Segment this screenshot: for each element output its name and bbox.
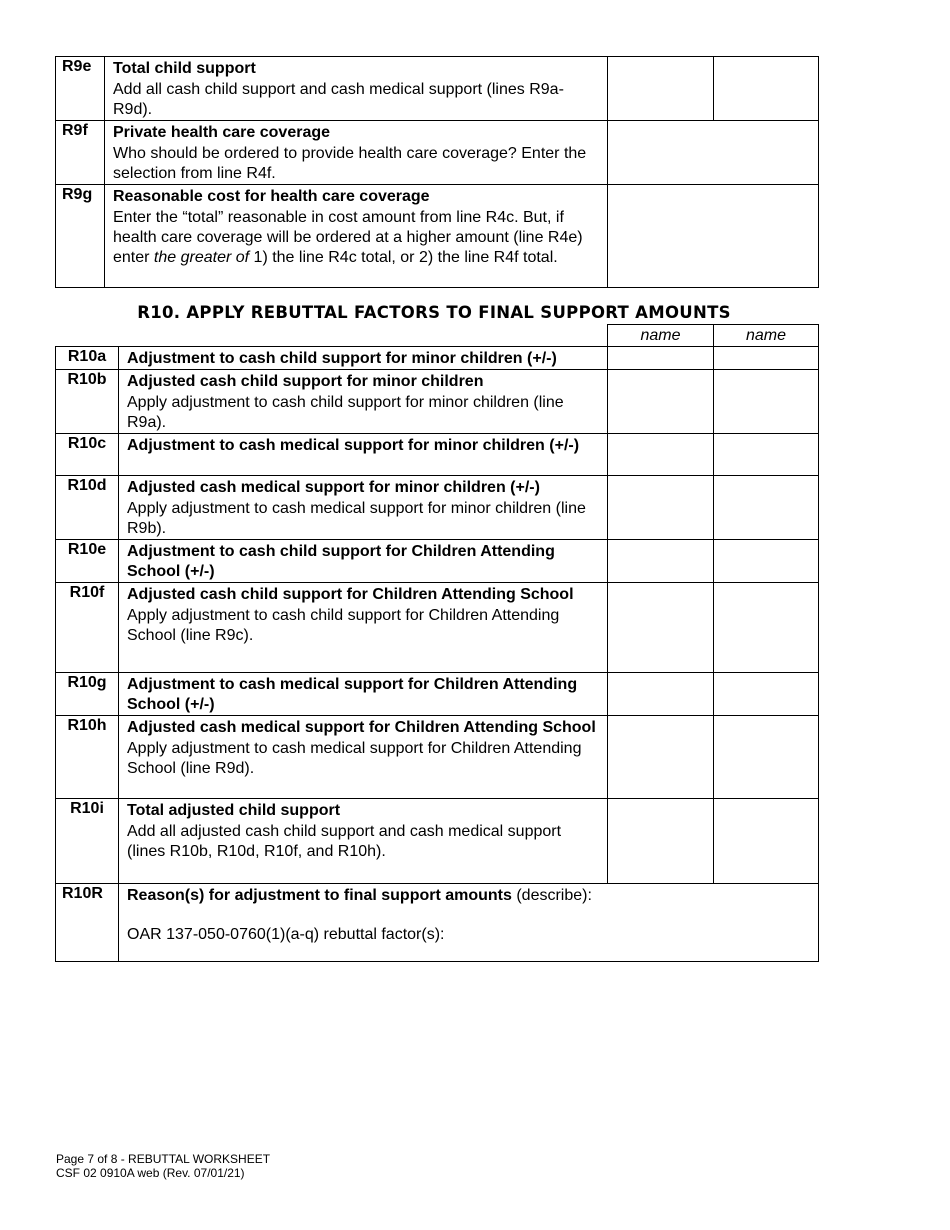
- line-code: R10b: [56, 370, 119, 434]
- line-code: R10R: [56, 884, 119, 962]
- line-code: R10f: [56, 583, 119, 673]
- line-code: R10h: [56, 716, 119, 799]
- table-row: [56, 370, 819, 434]
- reason-title: Reason(s) for adjustment to final support amounts: [127, 887, 512, 904]
- line-description: [119, 673, 608, 716]
- line-description: [119, 540, 608, 583]
- line-description: [119, 716, 608, 799]
- amount-cell-name2[interactable]: [714, 716, 819, 799]
- amount-cell-name1[interactable]: [608, 540, 714, 583]
- line-instructions: Enter the “total” reasonable in cost amount from line R4c. But, if health care coverage will be ordered at a higher amount (line R4e) enter the greater of 1) the line R4c total, or 2) the line R4f total.: [113, 209, 583, 266]
- table-row: [56, 884, 819, 962]
- table-row: [56, 434, 819, 476]
- reason-heading: Reason(s) for adjustment to final support amounts (describe):: [127, 887, 592, 904]
- line-title: Total child support: [113, 60, 256, 77]
- line-title: Adjusted cash medical support for Children Attending School: [127, 719, 596, 736]
- line-instructions: Apply adjustment to cash child support for minor children (line R9a).: [127, 394, 564, 431]
- table-row: [56, 673, 819, 716]
- amount-cell-name1[interactable]: [608, 434, 714, 476]
- amount-cell-name1[interactable]: [608, 347, 714, 370]
- table-row: [56, 121, 819, 185]
- line-code: R10i: [56, 799, 119, 884]
- line-title: Adjustment to cash medical support for minor children (+/-): [127, 437, 580, 454]
- line-instructions: Who should be ordered to provide health care coverage? Enter the selection from line R4f.: [113, 145, 587, 182]
- line-description: [119, 370, 608, 434]
- line-code: R10g: [56, 673, 119, 716]
- line-description: [119, 799, 608, 884]
- table-row: [56, 185, 819, 288]
- line-description: [119, 347, 608, 370]
- line-title: Total adjusted child support: [127, 802, 341, 819]
- line-instructions: Apply adjustment to cash medical support for minor children (line R9b).: [127, 500, 586, 537]
- table-row: [56, 347, 819, 370]
- amount-cell-name2[interactable]: [714, 57, 819, 121]
- amount-cell-name2[interactable]: [714, 540, 819, 583]
- line-code: R10e: [56, 540, 119, 583]
- amount-cell-name1[interactable]: [608, 716, 714, 799]
- footer-page-number: Page 7 of 8 - REBUTTAL WORKSHEET: [56, 1152, 271, 1166]
- amount-cell-name2[interactable]: [714, 370, 819, 434]
- section-title: R10. APPLY REBUTTAL FACTORS TO FINAL SUPPORT AMOUNTS: [137, 303, 731, 322]
- line-description: [105, 185, 608, 288]
- table-row: [56, 799, 819, 884]
- line-code: R10c: [56, 434, 119, 476]
- column-header-name: name: [608, 325, 714, 347]
- table-r9: [55, 56, 819, 288]
- amount-cell-name1[interactable]: [608, 57, 714, 121]
- line-title: Adjustment to cash medical support for Children Attending School (+/-): [127, 676, 578, 713]
- rebuttal-factor-label: OAR 137-050-0760(1)(a-q) rebuttal factor(s):: [127, 926, 445, 943]
- line-description: [105, 57, 608, 121]
- line-title: Adjusted cash medical support for minor children (+/-): [127, 479, 540, 496]
- coverage-selection-cell[interactable]: [608, 121, 819, 185]
- amount-cell-name1[interactable]: [608, 673, 714, 716]
- amount-cell-name2[interactable]: [714, 476, 819, 540]
- table-row: [56, 476, 819, 540]
- line-code: R10a: [56, 347, 119, 370]
- line-title: Adjusted cash child support for minor children: [127, 373, 484, 390]
- line-description: [119, 476, 608, 540]
- line-description: [119, 583, 608, 673]
- amount-cell-name2[interactable]: [714, 799, 819, 884]
- table-row: [56, 540, 819, 583]
- line-title: Adjusted cash child support for Children Attending School: [127, 586, 574, 603]
- amount-cell-name2[interactable]: [714, 347, 819, 370]
- line-instructions: Add all adjusted cash child support and cash medical support (lines R10b, R10d, R10f, and R10h).: [127, 823, 562, 860]
- amount-cell-name2[interactable]: [714, 583, 819, 673]
- line-instructions: Add all cash child support and cash medical support (lines R9a-R9d).: [113, 81, 564, 118]
- line-description: [105, 121, 608, 185]
- line-code: R9e: [56, 57, 105, 121]
- line-description: [119, 434, 608, 476]
- reason-cell[interactable]: [119, 884, 819, 962]
- table-row: [56, 583, 819, 673]
- table-r10: [55, 324, 819, 962]
- line-title: Adjustment to cash child support for Children Attending School (+/-): [127, 543, 555, 580]
- column-header-row: [56, 325, 819, 347]
- line-instructions: Apply adjustment to cash medical support for Children Attending School (line R9d).: [127, 740, 582, 777]
- line-title: Reasonable cost for health care coverage: [113, 188, 430, 205]
- table-row: [56, 716, 819, 799]
- page-footer: [56, 1152, 270, 1180]
- amount-cell-name2[interactable]: [714, 434, 819, 476]
- line-code: R9f: [56, 121, 105, 185]
- line-title: Private health care coverage: [113, 124, 331, 141]
- coverage-cost-cell[interactable]: [608, 185, 819, 288]
- line-instructions: Apply adjustment to cash child support for Children Attending School (line R9c).: [127, 607, 560, 644]
- amount-cell-name1[interactable]: [608, 476, 714, 540]
- table-row: [56, 57, 819, 121]
- amount-cell-name1[interactable]: [608, 583, 714, 673]
- line-title: Adjustment to cash child support for minor children (+/-): [127, 350, 557, 367]
- amount-cell-name1[interactable]: [608, 370, 714, 434]
- emphasis-text: the greater of: [153, 249, 250, 266]
- amount-cell-name2[interactable]: [714, 673, 819, 716]
- footer-form-id: CSF 02 0910A web (Rev. 07/01/21): [56, 1166, 245, 1180]
- amount-cell-name1[interactable]: [608, 799, 714, 884]
- line-code: R10d: [56, 476, 119, 540]
- line-code: R9g: [56, 185, 105, 288]
- column-header-name: name: [714, 325, 819, 347]
